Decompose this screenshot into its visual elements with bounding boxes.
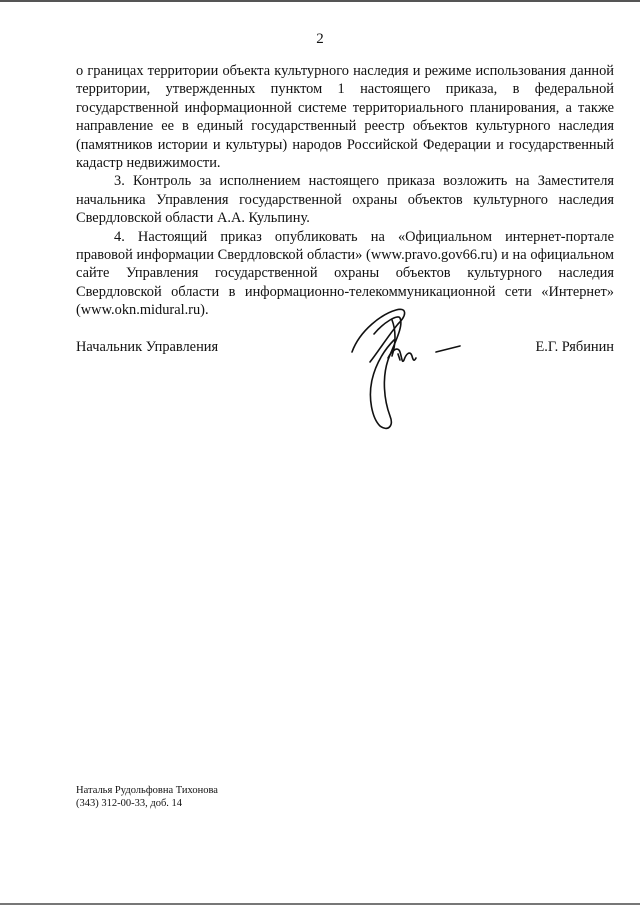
scan-edge-top xyxy=(0,0,640,2)
handwritten-signature xyxy=(338,300,478,440)
paragraph-continuation: о границах территории объекта культурного наследия и режиме использования данной территории, утвержденных пунктом 1 настоящего приказа, в федеральной государственной информационной системе территориального планирования, а также направление ее в единый государственный реестр объектов культурного наследия (памятников истории и культуры) народов Российской Федерации и государственный кадастр недвижимости. xyxy=(76,63,614,172)
paragraph-item-4: 4. Настоящий приказ опубликовать на «Официальном интернет-портале правовой информации Свердловской области» (www.pravo.gov66.ru) и на официальном сайте Управления государственной охраны объектов культурного наследия Свердловской области в информационно-телекоммуникационной сети «Интернет» (www.okn.midural.ru). xyxy=(76,228,614,319)
page-number: 2 xyxy=(316,31,324,47)
executor-name: Наталья Рудольфовна Тихонова xyxy=(76,785,218,796)
executor-contact xyxy=(76,784,218,810)
document-body xyxy=(76,62,614,320)
signer-position-title: Начальник Управления xyxy=(76,339,219,355)
executor-phone: (343) 312-00-33, доб. 14 xyxy=(76,798,183,809)
signer-name: Е.Г. Рябинин xyxy=(535,339,614,355)
paragraph-item-3: 3. Контроль за исполнением настоящего приказа возложить на Заместителя начальника Управления государственной охраны объектов культурного наследия Свердловской области А.А. Кульпину. xyxy=(76,173,614,227)
